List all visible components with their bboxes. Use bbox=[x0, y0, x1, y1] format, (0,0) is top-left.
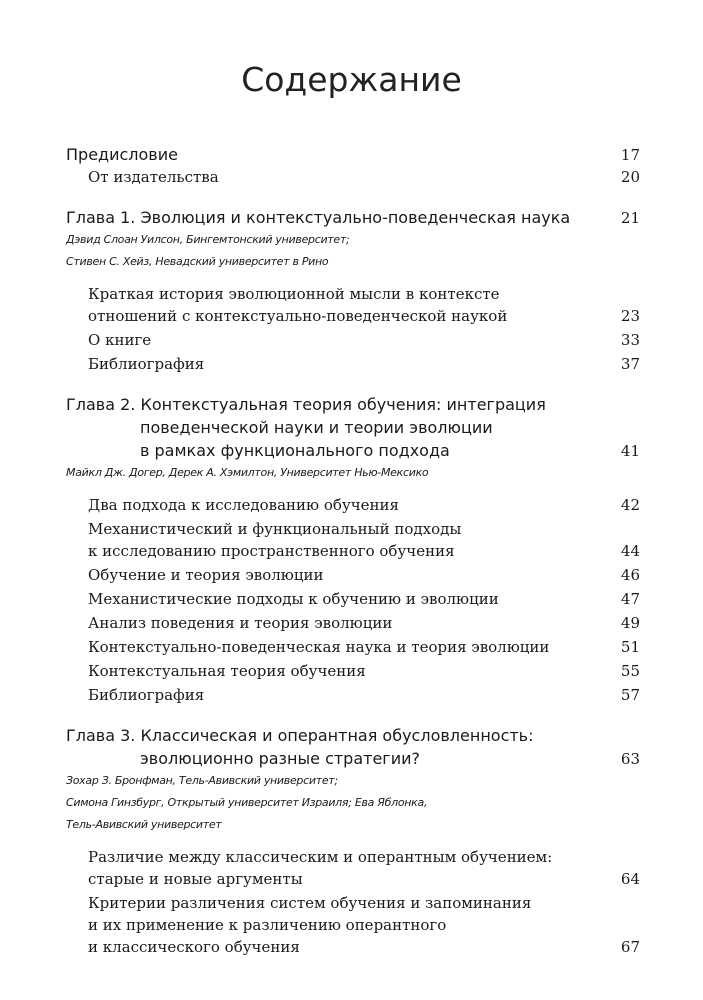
toc-page-number: 63 bbox=[620, 750, 640, 768]
author-line: Тель-Авивский университет bbox=[66, 818, 222, 831]
section-title: Контекстуальная теория обучения bbox=[88, 662, 366, 680]
section-title-line: Различие между классическим и оперантным обучением: bbox=[88, 848, 553, 866]
chapter-authors bbox=[66, 462, 640, 484]
toc-page-number: 47 bbox=[620, 590, 640, 608]
toc-page-number: 55 bbox=[620, 662, 640, 680]
toc-page-number: 64 bbox=[620, 870, 640, 888]
chapter-authors bbox=[66, 770, 640, 836]
toc-page-number: 37 bbox=[620, 355, 640, 373]
toc-entry-publisher[interactable] bbox=[66, 166, 640, 188]
section-title-line: Краткая история эволюционной мысли в контексте bbox=[88, 285, 500, 303]
toc-page-number: 42 bbox=[620, 496, 640, 514]
section-title-line: Механистический и функциональный подходы bbox=[88, 520, 462, 538]
section-title: Обучение и теория эволюции bbox=[88, 566, 324, 584]
toc-entry-label: От издательства bbox=[88, 168, 219, 186]
toc-section[interactable] bbox=[66, 564, 640, 586]
chapter-title bbox=[66, 393, 609, 462]
section-title-line: старые и новые аргументы bbox=[88, 870, 303, 888]
chapter-authors bbox=[66, 229, 640, 273]
toc-page-number: 57 bbox=[620, 686, 640, 704]
chapter-title: Глава 1. Эволюция и контекстуально-поведенческая наука bbox=[66, 208, 571, 227]
author-line: Дэвид Слоан Уилсон, Бингемтонский университет; bbox=[66, 233, 350, 246]
section-title: Механистические подходы к обучению и эволюции bbox=[88, 590, 499, 608]
author-line: Симона Гинзбург, Открытый университет Израиля; Ева Яблонка, bbox=[66, 796, 428, 809]
section-title bbox=[88, 846, 609, 890]
toc-section[interactable] bbox=[66, 892, 640, 958]
chapter-title-line: поведенческой науки и теории эволюции bbox=[140, 418, 493, 437]
toc-chapter-2[interactable] bbox=[66, 393, 640, 462]
section-title: О книге bbox=[88, 331, 152, 349]
toc-entry-label: Предисловие bbox=[66, 145, 178, 164]
section-title: Два подхода к исследованию обучения bbox=[88, 496, 400, 514]
toc-section[interactable] bbox=[66, 612, 640, 634]
section-title-line: к исследованию пространственного обучения bbox=[88, 542, 455, 560]
toc-chapter-1[interactable] bbox=[66, 206, 640, 229]
section-title-line: и классического обучения bbox=[88, 938, 300, 956]
section-title-line: Критерии различения систем обучения и запоминания bbox=[88, 894, 532, 912]
toc-section[interactable] bbox=[66, 660, 640, 682]
section-title bbox=[88, 892, 609, 958]
toc-section[interactable] bbox=[66, 684, 640, 706]
section-title: Анализ поведения и теория эволюции bbox=[88, 614, 393, 632]
toc-page-number: 33 bbox=[620, 331, 640, 349]
author-line: Майкл Дж. Догер, Дерек А. Хэмилтон, Университет Нью-Мексико bbox=[66, 466, 429, 479]
toc-page-number: 44 bbox=[620, 542, 640, 560]
table-of-contents bbox=[66, 143, 640, 958]
section-title: Библиография bbox=[88, 686, 205, 704]
toc-page-number: 67 bbox=[620, 938, 640, 956]
chapter-title-line: в рамках функционального подхода bbox=[140, 441, 450, 460]
chapter-title-line: эволюционно разные стратегии? bbox=[140, 749, 420, 768]
author-line: Зохар З. Бронфман, Тель-Авивский университет; bbox=[66, 774, 338, 787]
section-title bbox=[88, 518, 609, 562]
chapter-title-line: Глава 2. Контекстуальная теория обучения: интеграция bbox=[66, 395, 546, 414]
chapter-title bbox=[66, 724, 609, 770]
toc-page-number: 49 bbox=[620, 614, 640, 632]
section-title: Контекстуально-поведенческая наука и теория эволюции bbox=[88, 638, 550, 656]
chapter-title-line: Глава 3. Классическая и оперантная обусловленность: bbox=[66, 726, 534, 745]
toc-section[interactable] bbox=[66, 494, 640, 516]
toc-section[interactable] bbox=[66, 636, 640, 658]
section-title bbox=[88, 283, 609, 327]
toc-page-number: 41 bbox=[620, 442, 640, 460]
page-title: Содержание bbox=[241, 60, 462, 99]
toc-page-number: 46 bbox=[620, 566, 640, 584]
toc-section[interactable] bbox=[66, 846, 640, 890]
toc-section[interactable] bbox=[66, 329, 640, 351]
toc-chapter-3[interactable] bbox=[66, 724, 640, 770]
toc-section[interactable] bbox=[66, 283, 640, 327]
toc-page-number: 23 bbox=[620, 307, 640, 325]
section-title: Библиография bbox=[88, 355, 205, 373]
toc-page-number: 17 bbox=[620, 146, 640, 164]
toc-section[interactable] bbox=[66, 353, 640, 375]
toc-section[interactable] bbox=[66, 518, 640, 562]
toc-section[interactable] bbox=[66, 588, 640, 610]
author-line: Стивен С. Хейз, Невадский университет в Рино bbox=[66, 255, 329, 268]
toc-page-number: 21 bbox=[620, 209, 640, 227]
toc-page-number: 20 bbox=[620, 168, 640, 186]
toc-entry-preface[interactable] bbox=[66, 143, 640, 166]
section-title-line: отношений с контекстуально-поведенческой наукой bbox=[88, 307, 508, 325]
toc-page-number: 51 bbox=[620, 638, 640, 656]
section-title-line: и их применение к различению оперантного bbox=[88, 916, 447, 934]
